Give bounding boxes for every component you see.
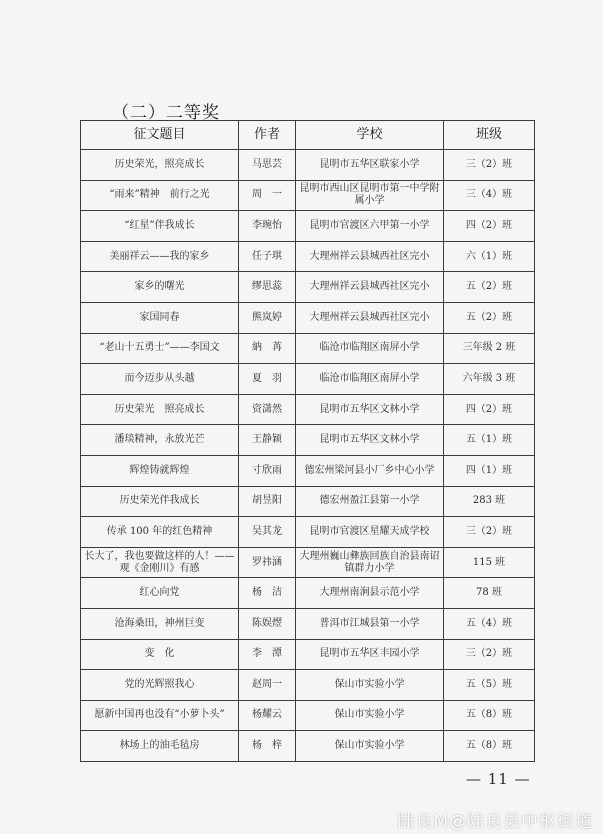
school-cell: 昆明市西山区昆明市第一中学附属小学	[296, 180, 444, 211]
class-cell: 五（8）班	[444, 731, 535, 762]
section-heading: （二）二等奖	[112, 103, 220, 123]
author-cell: 周 一	[239, 180, 296, 211]
author-cell: 杨 梓	[239, 731, 296, 762]
author-cell: 胡昱阳	[239, 486, 296, 517]
header-author: 作者	[239, 121, 296, 150]
class-cell: 六（1）班	[444, 241, 535, 272]
author-cell: 李 潭	[239, 639, 296, 670]
class-cell: 115 班	[444, 547, 535, 578]
school-cell: 大理州祥云县城西社区完小	[296, 272, 444, 303]
author-cell: 夏 羽	[239, 364, 296, 395]
class-cell: 六年级 3 班	[444, 364, 535, 395]
page-number: — 11 —	[466, 770, 531, 788]
school-cell: 昆明市五华区文林小学	[296, 394, 444, 425]
table-row	[81, 639, 535, 670]
watermark: 陆良M@陆良县中枢街道	[397, 812, 593, 832]
class-cell: 五（1）班	[444, 425, 535, 456]
school-cell: 昆明市官渡区星耀天成学校	[296, 517, 444, 548]
school-cell: 保山市实验小学	[296, 700, 444, 731]
essay-title-cell: 美丽祥云——我的家乡	[81, 241, 239, 272]
table-row	[81, 517, 535, 548]
author-cell: 杨耀云	[239, 700, 296, 731]
school-cell: 保山市实验小学	[296, 731, 444, 762]
class-cell: 四（2）班	[444, 211, 535, 242]
essay-title-cell: 辉煌铸就辉煌	[81, 455, 239, 486]
school-cell: 德宏州梁河县小厂乡中心小学	[296, 455, 444, 486]
school-cell: 昆明市五华区文林小学	[296, 425, 444, 456]
essay-title-cell: 愿新中国再也没有“小萝卜头”	[81, 700, 239, 731]
essay-title-cell: 家国同春	[81, 302, 239, 333]
class-cell: 五（2）班	[444, 272, 535, 303]
class-cell: 四（1）班	[444, 455, 535, 486]
table-row	[81, 180, 535, 211]
author-cell: 任子琪	[239, 241, 296, 272]
essay-title-cell: 而今迈步从头越	[81, 364, 239, 395]
essay-title-cell: 变 化	[81, 639, 239, 670]
table-row	[81, 211, 535, 242]
essay-title-cell: “红星”伴我成长	[81, 211, 239, 242]
table-row	[81, 670, 535, 701]
author-cell: 王静颖	[239, 425, 296, 456]
essay-title-cell: 历史荣光，照亮成长	[81, 150, 239, 181]
table-row	[81, 731, 535, 762]
school-cell: 大理州巍山彝族回族自治县南诏镇群力小学	[296, 547, 444, 578]
class-cell: 五（8）班	[444, 700, 535, 731]
table-header-row	[81, 121, 535, 150]
author-cell: 寸欣雨	[239, 455, 296, 486]
school-cell: 大理州祥云县城西社区完小	[296, 241, 444, 272]
table-row	[81, 241, 535, 272]
class-cell: 五（4）班	[444, 608, 535, 639]
class-cell: 283 班	[444, 486, 535, 517]
table-row	[81, 364, 535, 395]
author-cell: 吴其龙	[239, 517, 296, 548]
table-row	[81, 302, 535, 333]
author-cell: 马思芸	[239, 150, 296, 181]
author-cell: 资潇然	[239, 394, 296, 425]
essay-title-cell: 潘琰精神，永放光芒	[81, 425, 239, 456]
essay-title-cell: “雨来”精神 前行之光	[81, 180, 239, 211]
author-cell: 陈娱熤	[239, 608, 296, 639]
essay-title-cell: “老山十五勇士”——李国文	[81, 333, 239, 364]
class-cell: 五（5）班	[444, 670, 535, 701]
class-cell: 三年级 2 班	[444, 333, 535, 364]
school-cell: 临沧市临翔区南屏小学	[296, 333, 444, 364]
class-cell: 三（4）班	[444, 180, 535, 211]
class-cell: 三（2）班	[444, 517, 535, 548]
awards-table	[80, 120, 535, 762]
table-row	[81, 547, 535, 578]
author-cell: 李琬怡	[239, 211, 296, 242]
table-row	[81, 150, 535, 181]
table-row	[81, 425, 535, 456]
author-cell: 赵周一	[239, 670, 296, 701]
essay-title-cell: 家乡的曙光	[81, 272, 239, 303]
header-class: 班级	[444, 121, 535, 150]
school-cell: 大理州祥云县城西社区完小	[296, 302, 444, 333]
essay-title-cell: 红心向党	[81, 578, 239, 609]
table-row	[81, 333, 535, 364]
essay-title-cell: 传承 100 年的红色精神	[81, 517, 239, 548]
table-row	[81, 455, 535, 486]
author-cell: 杨 洁	[239, 578, 296, 609]
essay-title-cell: 沧海桑田，神州巨变	[81, 608, 239, 639]
class-cell: 78 班	[444, 578, 535, 609]
table-row	[81, 578, 535, 609]
header-essay-title: 征文题目	[81, 121, 239, 150]
table-row	[81, 608, 535, 639]
author-cell: 缪思蕊	[239, 272, 296, 303]
school-cell: 昆明市五华区丰园小学	[296, 639, 444, 670]
author-cell: 納 苒	[239, 333, 296, 364]
class-cell: 三（2）班	[444, 639, 535, 670]
school-cell: 临沧市临翔区南屏小学	[296, 364, 444, 395]
school-cell: 普洱市江城县第一小学	[296, 608, 444, 639]
school-cell: 昆明市官渡区六甲第一小学	[296, 211, 444, 242]
school-cell: 保山市实验小学	[296, 670, 444, 701]
school-cell: 大理州南涧县示范小学	[296, 578, 444, 609]
table-body	[81, 150, 535, 762]
author-cell: 罗祎涵	[239, 547, 296, 578]
table-row	[81, 700, 535, 731]
essay-title-cell: 历史荣光伴我成长	[81, 486, 239, 517]
table-row	[81, 272, 535, 303]
class-cell: 三（2）班	[444, 150, 535, 181]
school-cell: 德宏州盈江县第一小学	[296, 486, 444, 517]
table-row	[81, 486, 535, 517]
essay-title-cell: 历史荣光 照亮成长	[81, 394, 239, 425]
author-cell: 熊岚婷	[239, 302, 296, 333]
class-cell: 五（2）班	[444, 302, 535, 333]
table-row	[81, 394, 535, 425]
header-school: 学校	[296, 121, 444, 150]
school-cell: 昆明市五华区联家小学	[296, 150, 444, 181]
essay-title-cell: 党的光辉照我心	[81, 670, 239, 701]
essay-title-cell: 林场上的油毛毡房	[81, 731, 239, 762]
class-cell: 四（2）班	[444, 394, 535, 425]
essay-title-cell: 长大了，我也要做这样的人！——观《金刚川》有感	[81, 547, 239, 578]
